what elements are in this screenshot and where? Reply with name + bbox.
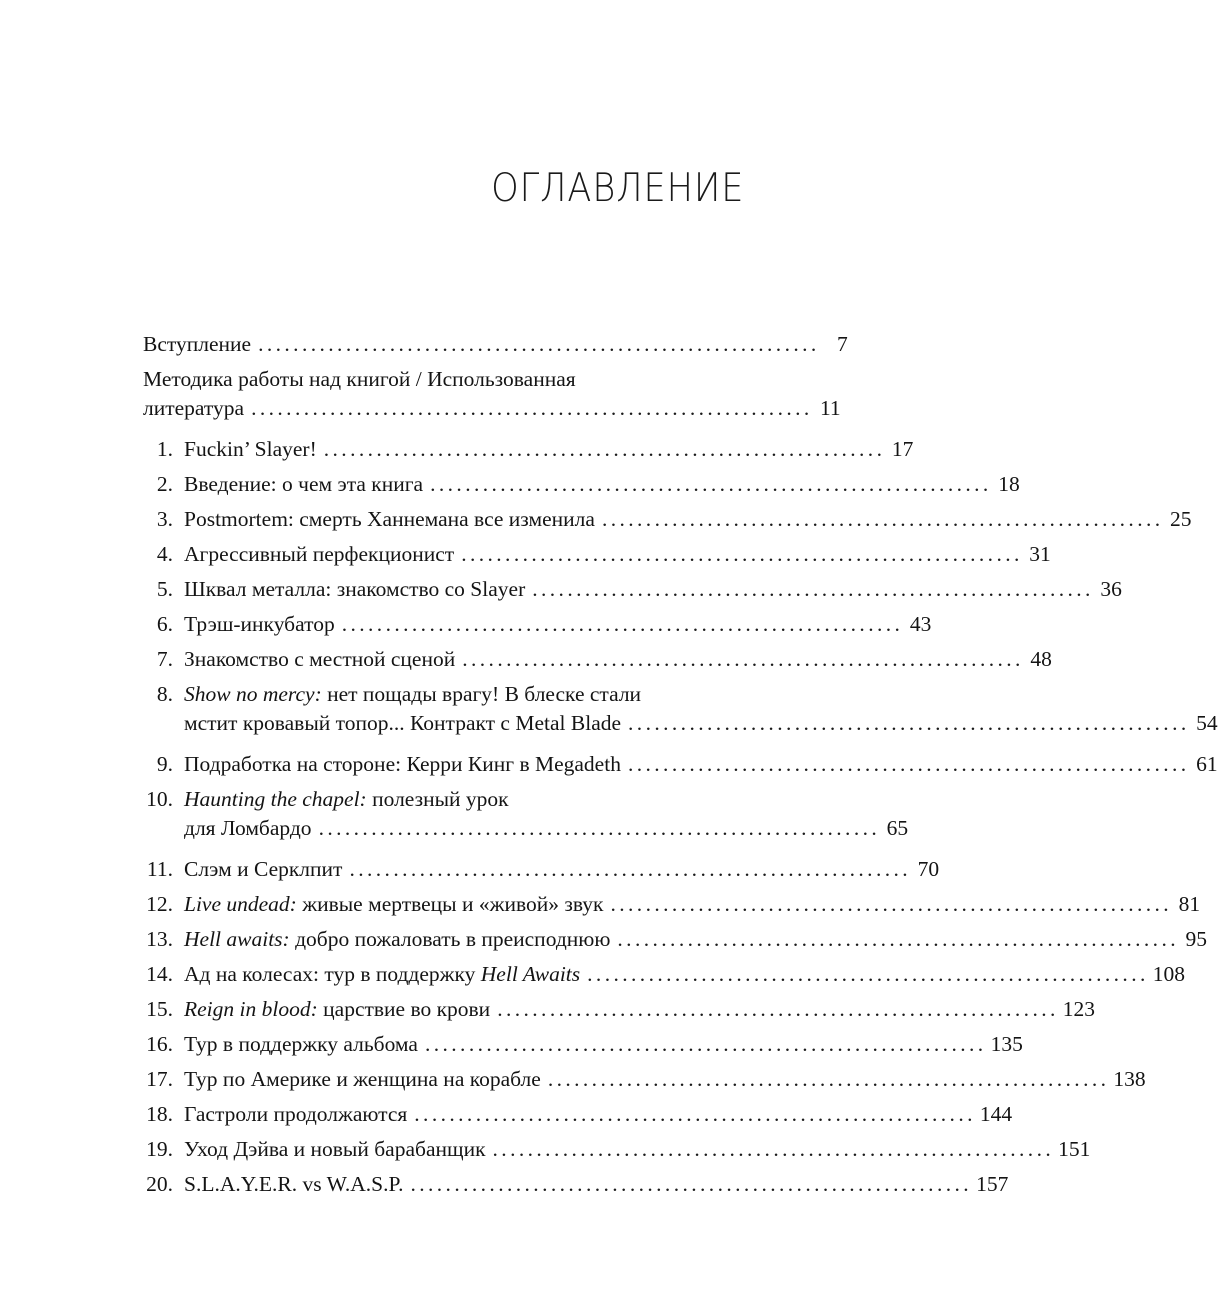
leader-dots: ................................................................ xyxy=(341,612,904,636)
page-number: 11 xyxy=(819,396,841,420)
leader-dots: ................................................................ xyxy=(349,857,912,881)
leader-dots: ................................................................ xyxy=(251,396,813,420)
chapter-title: Fuckin’ Slayer! xyxy=(184,437,317,461)
leader-dots: ................................................................ xyxy=(628,711,1190,735)
toc-entry[interactable] xyxy=(143,330,848,365)
chapter-number: 13. xyxy=(146,927,173,951)
table-of-contents xyxy=(143,330,1218,1205)
chapter-number: 12. xyxy=(146,892,173,916)
chapter-title: Введение: о чем эта книга xyxy=(184,472,424,496)
chapter-title-italic: Haunting the chapel: xyxy=(184,787,367,811)
chapter-title-continued: литература xyxy=(143,396,245,420)
chapter-title: S.L.A.Y.E.R. vs W.A.S.P. xyxy=(184,1172,404,1196)
toc-entry[interactable] xyxy=(143,1030,1023,1065)
chapter-number: 17. xyxy=(146,1067,173,1091)
toc-entry[interactable] xyxy=(143,750,1218,785)
chapter-title: Агрессивный перфекционист xyxy=(184,542,455,566)
toc-entry[interactable] xyxy=(143,1100,1013,1135)
chapter-title: Вступление xyxy=(143,332,252,356)
chapter-number: 15. xyxy=(146,997,173,1021)
page-number: 95 xyxy=(1185,927,1208,951)
chapter-title: живые мертвецы и «живой» звук xyxy=(296,892,604,916)
leader-dots: ................................................................ xyxy=(617,927,1180,951)
leader-dots: ................................................................ xyxy=(461,542,1023,566)
toc-entry[interactable] xyxy=(143,680,1218,750)
toc-entry[interactable] xyxy=(143,435,914,470)
chapter-title-italic: Live undead: xyxy=(184,892,297,916)
page-number: 65 xyxy=(886,816,909,840)
chapter-title-continued: мстит кровавый топор... Контракт с Metal Blade xyxy=(184,711,622,735)
chapter-title: добро пожаловать в преисподнюю xyxy=(289,927,611,951)
leader-dots: ................................................................ xyxy=(601,507,1164,531)
leader-dots: ................................................................ xyxy=(258,332,820,356)
toc-entry[interactable] xyxy=(143,365,841,435)
chapter-number: 5. xyxy=(156,577,173,601)
chapter-title: Уход Дэйва и новый барабанщик xyxy=(184,1137,486,1161)
chapter-title: Слэм и Серклпит xyxy=(184,857,343,881)
chapter-title: Методика работы над книгой / Использованная xyxy=(143,367,576,391)
chapter-number: 11. xyxy=(146,857,173,881)
chapter-title: Тур по Америке и женщина на корабле xyxy=(184,1067,541,1091)
toc-entry[interactable] xyxy=(143,1170,1009,1205)
leader-dots: ................................................................ xyxy=(414,1102,976,1126)
page-title: ОГЛАВЛЕНИЕ xyxy=(490,166,744,211)
chapter-title: Гастроли продолжаются xyxy=(184,1102,408,1126)
chapter-number: 10. xyxy=(146,787,173,811)
chapter-title-italic: Hell awaits: xyxy=(184,927,290,951)
chapter-number: 1. xyxy=(156,437,173,461)
page-number: 138 xyxy=(1113,1067,1146,1091)
chapter-number: 18. xyxy=(146,1102,173,1126)
chapter-number: 2. xyxy=(156,472,173,496)
chapter-number: 3. xyxy=(156,507,173,531)
chapter-title-italic: Reign in blood: xyxy=(184,997,318,1021)
toc-entry[interactable] xyxy=(143,540,1051,575)
leader-dots: ................................................................ xyxy=(492,1137,1055,1161)
chapter-title: Подработка на стороне: Керри Кинг в Megadeth xyxy=(184,752,621,776)
toc-entry[interactable] xyxy=(143,645,1052,680)
page-number: 61 xyxy=(1196,752,1218,776)
leader-dots: ................................................................ xyxy=(610,892,1173,916)
page-number: 36 xyxy=(1100,577,1122,601)
toc-entry[interactable] xyxy=(143,785,909,855)
toc-entry[interactable] xyxy=(143,855,940,890)
chapter-title-italic: Hell Awaits xyxy=(480,962,581,986)
page-number: 48 xyxy=(1030,647,1052,671)
chapter-title: царствие во крови xyxy=(317,997,491,1021)
page-number: 43 xyxy=(909,612,932,636)
chapter-number: 16. xyxy=(146,1032,173,1056)
chapter-number: 9. xyxy=(156,752,173,776)
page-number: 31 xyxy=(1029,542,1051,566)
toc-entry[interactable] xyxy=(143,470,1020,505)
leader-dots: ................................................................ xyxy=(323,437,886,461)
page-number: 54 xyxy=(1196,711,1218,735)
leader-dots: ................................................................ xyxy=(532,577,1094,601)
toc-entry[interactable] xyxy=(143,1065,1146,1100)
page-number: 18 xyxy=(998,472,1020,496)
toc-entry[interactable] xyxy=(143,505,1192,540)
page-number: 157 xyxy=(976,1172,1009,1196)
toc-entry[interactable] xyxy=(143,575,1122,610)
leader-dots: ................................................................ xyxy=(497,997,1059,1021)
leader-dots: ................................................................ xyxy=(318,816,881,840)
chapter-title: Шквал металла: знакомство со Slayer xyxy=(184,577,526,601)
leader-dots: ................................................................ xyxy=(462,647,1024,671)
leader-dots: ................................................................ xyxy=(547,1067,1110,1091)
chapter-number: 6. xyxy=(156,612,173,636)
page-number: 25 xyxy=(1170,507,1192,531)
chapter-title: Трэш-инкубатор xyxy=(184,612,335,636)
chapter-title: Postmortem: смерть Ханнемана все изменила xyxy=(184,507,595,531)
page-number: 17 xyxy=(891,437,914,461)
toc-entry[interactable] xyxy=(143,890,1201,925)
leader-dots: ................................................................ xyxy=(424,1032,987,1056)
chapter-number: 7. xyxy=(156,647,173,671)
page-number: 144 xyxy=(979,1102,1013,1126)
page-number: 151 xyxy=(1058,1137,1091,1161)
page-number: 135 xyxy=(990,1032,1023,1056)
leader-dots: ................................................................ xyxy=(430,472,992,496)
chapter-number: 19. xyxy=(146,1137,173,1161)
chapter-title: Ад на колесах: тур в поддержку xyxy=(184,962,481,986)
toc-entry[interactable] xyxy=(143,610,932,645)
page-number: 108 xyxy=(1152,962,1185,986)
chapter-number: 20. xyxy=(146,1172,173,1196)
leader-dots: ................................................................ xyxy=(410,1172,973,1196)
chapter-number: 14. xyxy=(146,962,173,986)
chapter-title-continued: для Ломбардо xyxy=(184,816,312,840)
chapter-title: Знакомство с местной сценой xyxy=(184,647,456,671)
page-number: 81 xyxy=(1178,892,1201,916)
toc-entry[interactable] xyxy=(143,960,1185,995)
chapter-title: Тур в поддержку альбома xyxy=(184,1032,418,1056)
leader-dots: ................................................................ xyxy=(627,752,1190,776)
chapter-title-italic: Show no mercy: xyxy=(184,682,322,706)
page-number: 70 xyxy=(917,857,940,881)
chapter-title: нет пощады врагу! В блеске стали xyxy=(321,682,642,706)
chapter-number: 4. xyxy=(156,542,173,566)
toc-entry[interactable] xyxy=(143,995,1096,1030)
page-number: 7 xyxy=(836,332,848,356)
page-number: 123 xyxy=(1062,997,1096,1021)
chapter-title: полезный урок xyxy=(366,787,509,811)
toc-entry[interactable] xyxy=(143,925,1208,960)
chapter-number: 8. xyxy=(156,682,173,706)
leader-dots: ................................................................ xyxy=(587,962,1149,986)
toc-entry[interactable] xyxy=(143,1135,1091,1170)
